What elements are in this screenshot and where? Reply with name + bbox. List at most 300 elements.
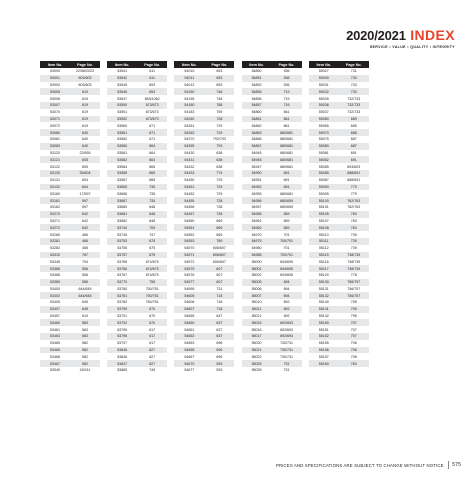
item-number: 54860 <box>251 110 262 115</box>
item-number: 53310 <box>50 252 60 257</box>
table-row <box>174 245 234 252</box>
item-number: 55036 <box>318 103 329 108</box>
item-number: 55082 <box>318 157 329 162</box>
table-row <box>174 319 234 326</box>
title-index: INDEX <box>410 27 455 43</box>
column-header <box>309 61 369 68</box>
table-row <box>309 204 369 211</box>
item-number: 55005 <box>251 280 262 285</box>
table-row <box>309 211 369 218</box>
item-number: 54655 <box>184 314 195 319</box>
table-row <box>242 109 302 116</box>
item-number: 55012 <box>251 314 262 319</box>
table-row <box>40 333 100 340</box>
item-number: 53071 <box>50 116 60 121</box>
table-row <box>40 163 100 170</box>
page-reference: 730/731 <box>280 354 294 359</box>
table-row <box>40 211 100 218</box>
table-row <box>107 347 167 354</box>
page-reference: 637 <box>216 327 223 332</box>
table-row <box>40 340 100 347</box>
item-number: 53132 <box>50 184 60 189</box>
page-reference: 788 <box>216 103 223 108</box>
item-number: 53560 <box>117 123 128 128</box>
table-row <box>242 292 302 299</box>
page-reference: 693/603 <box>347 164 361 169</box>
table-row <box>174 292 234 299</box>
table-row <box>242 102 302 109</box>
page-reference: 659 <box>283 212 290 217</box>
table-row <box>242 116 302 123</box>
page-reference: 735 <box>149 184 156 189</box>
item-number: 55131 <box>318 286 329 291</box>
page-reference: 638 <box>216 157 223 162</box>
table-row <box>309 177 369 184</box>
item-number: 54553 <box>184 239 195 244</box>
page-reference: 673/673 <box>145 103 159 108</box>
table-row <box>174 156 234 163</box>
table-row <box>242 367 302 374</box>
table-row <box>242 360 302 367</box>
page-reference: 694 <box>283 286 290 291</box>
item-number: 53280 <box>50 232 60 237</box>
page-reference: 582 <box>82 354 88 359</box>
index-column <box>174 61 234 374</box>
item-number: 54652 <box>184 334 195 339</box>
page-reference: 795 <box>350 307 357 312</box>
table-row <box>309 347 369 354</box>
item-number: 55101 <box>318 205 329 210</box>
table-row <box>242 306 302 313</box>
table-row <box>107 82 167 89</box>
item-number: 55108 <box>318 225 329 230</box>
table-row <box>174 258 234 265</box>
table-row <box>174 326 234 333</box>
page-reference: 627 <box>149 354 156 359</box>
item-number: 54456 <box>184 205 195 210</box>
item-number: 54012 <box>184 82 195 87</box>
item-number: 53083 <box>50 144 60 149</box>
table-row <box>107 360 167 367</box>
table-row <box>309 95 369 102</box>
page-reference: 691 <box>350 157 357 162</box>
page-reference: 692/693 <box>280 334 294 339</box>
page-reference: 606/607 <box>212 246 226 251</box>
item-number: 55152 <box>318 334 329 339</box>
page-reference: 680/681 <box>280 191 294 196</box>
table-row <box>309 326 369 333</box>
index-column <box>40 61 100 374</box>
table-row <box>40 279 100 286</box>
item-number: 53463 <box>50 334 60 339</box>
page-reference: 604 <box>82 184 88 189</box>
item-number: 53542 <box>117 76 128 81</box>
page-reference: 732/733 <box>347 110 361 115</box>
page-reference: 665 <box>149 178 156 183</box>
table-row <box>40 326 100 333</box>
page-reference: 619 <box>82 89 88 94</box>
table-row <box>40 224 100 231</box>
page-reference: 617 <box>149 341 156 346</box>
table-row <box>107 258 167 265</box>
item-number: 54851 <box>251 76 262 81</box>
item-number: 55035 <box>318 96 329 101</box>
table-row <box>242 299 302 306</box>
table-row <box>107 272 167 279</box>
page-reference: 707 <box>350 334 357 339</box>
page-reference: 696 <box>216 348 223 353</box>
page-reference: 762/763 <box>347 205 361 210</box>
page-reference: 719 <box>283 96 290 101</box>
page-reference: 664 <box>149 150 156 155</box>
item-number: 53667 <box>117 198 128 203</box>
table-row <box>107 231 167 238</box>
table-row <box>40 252 100 259</box>
item-number: 53001 <box>50 76 60 81</box>
item-number: 53270 <box>50 212 60 217</box>
item-number: 54261 <box>184 123 195 128</box>
item-number: 53551 <box>117 110 128 115</box>
page-reference: 692 <box>283 314 290 319</box>
table-row <box>107 143 167 150</box>
header-item-no: Item No. <box>47 62 63 67</box>
item-number: 55112 <box>318 246 329 251</box>
page-reference: 750/751 <box>145 286 159 291</box>
page-reference: 687 <box>350 144 357 149</box>
item-number: 54985 <box>251 252 262 257</box>
item-number: 53405 <box>50 300 60 305</box>
item-number: 55080 <box>318 144 329 149</box>
table-row <box>174 102 234 109</box>
item-number: 54970 <box>251 232 262 237</box>
table-row <box>174 143 234 150</box>
page-reference: 731 <box>216 286 223 291</box>
item-number: 53070 <box>50 110 60 115</box>
table-row <box>242 265 302 272</box>
page-reference: 731 <box>283 361 290 366</box>
table-row <box>40 190 100 197</box>
item-number: 54262 <box>184 130 195 135</box>
item-number: 53782 <box>117 300 128 305</box>
table-row <box>242 82 302 89</box>
header-page-no: Page No. <box>77 62 93 67</box>
item-number: 53457 <box>50 314 60 319</box>
table-row <box>174 163 234 170</box>
table-row <box>107 197 167 204</box>
item-number: 55006 <box>251 286 262 291</box>
footer-notice: PRICES AND SPECIFICATIONS ARE SUBJECT TO CHANGE WITHOUT NOTICE <box>275 462 444 468</box>
table-row <box>309 279 369 286</box>
page-reference: 610 <box>82 314 88 319</box>
page-footer <box>276 461 461 469</box>
page-reference: 689 <box>350 123 357 128</box>
item-number: 54552 <box>184 232 195 237</box>
table-row <box>107 190 167 197</box>
item-number: 55151 <box>318 327 329 332</box>
item-number: 54575 <box>184 266 195 271</box>
table-row <box>174 82 234 89</box>
item-number: 53681 <box>117 212 128 217</box>
page-reference: 642 <box>82 225 88 230</box>
table-row <box>174 75 234 82</box>
item-number: 53797 <box>117 341 128 346</box>
table-row <box>174 95 234 102</box>
page-reference: 648 <box>149 212 156 217</box>
page-reference: 664 <box>149 157 156 162</box>
page-reference: 619 <box>82 110 88 115</box>
table-row <box>107 170 167 177</box>
page-reference: 792/793 <box>212 137 226 142</box>
page-reference: 638 <box>216 164 223 169</box>
table-row <box>174 122 234 129</box>
page-reference: 607 <box>216 280 223 285</box>
item-number: 54370 <box>184 137 195 142</box>
table-row <box>40 299 100 306</box>
page-reference: 762/763 <box>347 198 361 203</box>
item-number: 53770 <box>117 280 128 285</box>
item-number: 54010 <box>184 69 195 74</box>
item-number: 53765 <box>117 259 128 264</box>
page-reference: 700/701 <box>280 239 294 244</box>
page-reference: 795 <box>350 314 357 319</box>
page-reference: 673/673 <box>145 110 159 115</box>
item-number: 55007 <box>251 293 262 298</box>
item-number: 53162 <box>50 205 60 210</box>
item-number: 53402 <box>50 293 60 298</box>
page-reference: 730/731 <box>280 348 294 353</box>
table-row <box>174 231 234 238</box>
item-number: 54957 <box>251 205 262 210</box>
title-year: 2020/2021 <box>346 28 406 43</box>
header-page-no: Page No. <box>345 62 362 67</box>
table-row <box>174 88 234 95</box>
table-row <box>309 163 369 170</box>
page-reference: 466 <box>82 239 88 244</box>
table-row <box>242 272 302 279</box>
table-row <box>309 82 369 89</box>
item-number: 54866 <box>251 137 262 142</box>
table-row <box>174 170 234 177</box>
item-number: 54863 <box>251 130 262 135</box>
table-row <box>107 367 167 374</box>
page-reference: 729 <box>216 130 223 135</box>
item-number: 54572 <box>184 259 195 264</box>
table-row <box>107 279 167 286</box>
table-row <box>242 252 302 259</box>
item-number: 55000 <box>251 259 262 264</box>
page-reference: 728 <box>216 205 223 210</box>
page-reference: 728 <box>216 116 223 121</box>
page-reference: 746 <box>216 89 223 94</box>
table-row <box>242 258 302 265</box>
item-number: 54430 <box>184 150 195 155</box>
page-reference: 593 <box>216 361 223 366</box>
page-reference: 670 <box>149 307 156 312</box>
table-row <box>107 299 167 306</box>
page-reference: 694/695 <box>280 259 294 264</box>
table-row <box>309 245 369 252</box>
item-number: 54432 <box>184 164 195 169</box>
item-number: 55081 <box>318 150 329 155</box>
column-header <box>174 61 234 68</box>
table-row <box>309 299 369 306</box>
page-reference: 707 <box>350 320 357 325</box>
page-reference: 787 <box>82 252 88 257</box>
page-reference: 645 <box>82 307 88 312</box>
table-row <box>242 211 302 218</box>
page-reference: 747 <box>149 232 156 237</box>
item-number: 53561 <box>117 130 128 135</box>
page-reference: 680/659 <box>280 198 294 203</box>
table-row <box>107 340 167 347</box>
item-number: 53072 <box>50 123 60 128</box>
table-row <box>242 347 302 354</box>
page-reference: 731 <box>350 69 357 74</box>
page-reference: 675 <box>149 246 156 251</box>
item-number: 55025 <box>251 361 262 366</box>
item-number: 54861 <box>251 116 262 121</box>
page-reference: 756/757 <box>347 286 361 291</box>
table-row <box>107 122 167 129</box>
table-row <box>40 360 100 367</box>
table-row <box>40 347 100 354</box>
item-number: 53682 <box>117 218 128 223</box>
item-number: 53121 <box>50 157 60 162</box>
item-number: 53755 <box>117 246 128 251</box>
table-row <box>242 170 302 177</box>
page-reference: 674/675 <box>145 259 159 264</box>
table-row <box>309 190 369 197</box>
item-number: 54850 <box>251 69 262 74</box>
table-row <box>107 109 167 116</box>
table-row <box>174 340 234 347</box>
table-row <box>107 286 167 293</box>
page-reference: 619 <box>82 116 88 121</box>
table-row <box>107 116 167 123</box>
table-row <box>309 218 369 225</box>
item-number: 55037 <box>318 110 329 115</box>
page-reference: 738/739 <box>347 266 361 271</box>
table-row <box>40 184 100 191</box>
page-reference: 739 <box>350 232 357 237</box>
page-reference: 611 <box>149 76 156 81</box>
table-row <box>309 102 369 109</box>
item-number: 53796 <box>117 334 128 339</box>
table-row <box>174 218 234 225</box>
page-reference: 749 <box>149 368 156 373</box>
page-reference: 728 <box>216 198 223 203</box>
item-number: 55030 <box>318 76 329 81</box>
item-number: 54961 <box>251 218 262 223</box>
page-reference: 795 <box>350 300 357 305</box>
item-number: 53465 <box>50 348 60 353</box>
page-reference: 466 <box>82 232 88 237</box>
table-row <box>309 252 369 259</box>
page-reference: 675 <box>149 239 156 244</box>
table-row <box>242 340 302 347</box>
table-row <box>309 306 369 313</box>
table-row <box>242 156 302 163</box>
page-reference: 605 <box>82 157 88 162</box>
table-row <box>309 360 369 367</box>
page-reference: 645 <box>82 300 88 305</box>
page-reference: 669 <box>216 232 223 237</box>
item-number: 53541 <box>117 69 128 74</box>
item-number: 55100 <box>318 198 329 203</box>
item-number: 55015 <box>251 320 262 325</box>
item-number: 53587 <box>117 178 128 183</box>
item-number: 53584 <box>117 164 128 169</box>
table-row <box>40 258 100 265</box>
table-row <box>174 116 234 123</box>
index-column <box>242 61 302 374</box>
item-number: 53781 <box>117 293 128 298</box>
table-row <box>309 292 369 299</box>
item-number: 55110 <box>318 232 329 237</box>
page-reference: 653/1062 <box>144 96 160 101</box>
table-row <box>242 204 302 211</box>
item-number: 53795 <box>117 327 128 332</box>
page-reference: 680/659 <box>280 205 294 210</box>
page-reference: 733 <box>350 82 357 87</box>
item-number: 55155 <box>318 341 329 346</box>
page-reference: 731 <box>283 368 290 373</box>
item-number: 54951 <box>251 178 262 183</box>
item-number: 54956 <box>251 198 262 203</box>
item-number: 53582 <box>117 157 128 162</box>
page-reference: 691 <box>283 171 290 176</box>
item-number: 54958 <box>251 212 262 217</box>
table-row <box>40 82 100 89</box>
page-reference: 648 <box>149 205 156 210</box>
page-reference: 556 <box>82 266 88 271</box>
item-number: 54856 <box>251 96 262 101</box>
page-reference: 603/603 <box>78 76 92 81</box>
item-number: 54550 <box>184 218 195 223</box>
page-reference: 673/673 <box>145 116 159 121</box>
page-reference: 695 <box>216 354 223 359</box>
item-number: 53131 <box>50 178 60 183</box>
table-row <box>40 367 100 374</box>
page-reference: 659 <box>283 225 290 230</box>
item-number: 54677 <box>184 368 195 373</box>
item-number: 53002 <box>50 82 60 87</box>
page-reference: 680/681 <box>280 144 294 149</box>
table-row <box>40 306 100 313</box>
item-number: 53585 <box>117 171 128 176</box>
page-reference: 750/751 <box>145 293 159 298</box>
page-reference: 718 <box>216 293 223 298</box>
table-row <box>107 136 167 143</box>
item-number: 54395 <box>184 144 195 149</box>
table-row <box>174 333 234 340</box>
item-number: 53461 <box>50 327 60 332</box>
table-row <box>309 88 369 95</box>
table-row <box>309 313 369 320</box>
item-number: 55060 <box>318 116 329 121</box>
item-number: 53467 <box>50 361 60 366</box>
table-row <box>174 299 234 306</box>
table-row <box>107 88 167 95</box>
page-reference: 778 <box>350 273 357 278</box>
table-row <box>40 238 100 245</box>
header-item-no: Item No. <box>249 62 264 67</box>
item-number: 54980 <box>251 246 262 251</box>
table-row <box>174 224 234 231</box>
table-row <box>40 95 100 102</box>
item-number: 55021 <box>251 348 262 353</box>
page-reference: 640 <box>82 144 88 149</box>
